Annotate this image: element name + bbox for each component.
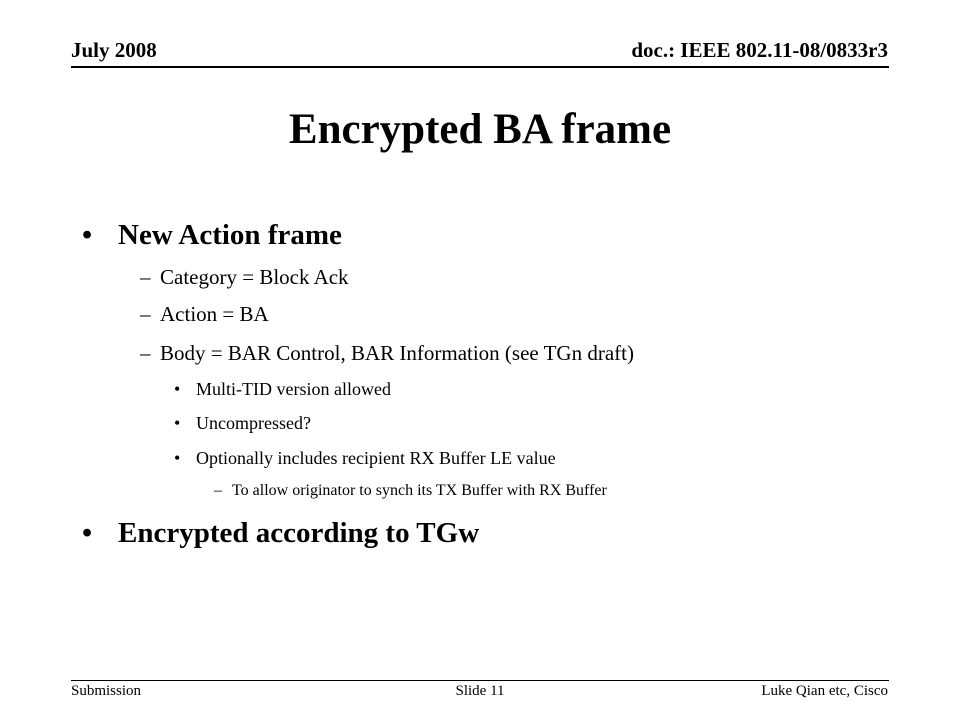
sub-sub-bullet-marker: • (174, 379, 181, 399)
footer-slide-number: Slide 11 (455, 683, 505, 699)
bullet-item-new-action-frame (82, 218, 92, 252)
level4-bullet-synch: To allow originator to synch its TX Buffer with RX Buffer (232, 482, 607, 499)
sub-bullet-category: Category = Block Ack (160, 265, 349, 289)
sub-sub-bullet-multi-tid: Multi-TID version allowed (196, 379, 391, 399)
slide-title: Encrypted BA frame (288, 106, 672, 153)
footer-author: Luke Qian etc, Cisco (761, 683, 888, 699)
sub-bullet-marker: – (140, 341, 151, 365)
bullet-marker: • (82, 517, 93, 549)
level4-bullet-marker: – (214, 482, 222, 499)
sub-sub-bullet-marker: • (174, 448, 181, 468)
header-doc-id: doc.: IEEE 802.11-08/0833r3 (631, 38, 888, 62)
footer-submission: Submission (71, 683, 142, 699)
bullet-text-new-action-frame: New Action frame (118, 219, 342, 251)
sub-sub-bullet-marker: • (174, 413, 181, 433)
sub-bullet-marker: – (140, 302, 151, 326)
sub-bullet-body: Body = BAR Control, BAR Information (see TGn draft) (160, 341, 634, 365)
sub-bullet-marker: – (140, 265, 151, 289)
bullet-text-encrypted-tgw: Encrypted according to TGw (118, 517, 480, 549)
bullet-marker: • (82, 219, 93, 251)
sub-sub-bullet-uncompressed: Uncompressed? (196, 413, 311, 433)
footer-divider (71, 680, 889, 681)
header-date: July 2008 (71, 38, 157, 62)
sub-sub-bullet-rx-buffer: Optionally includes recipient RX Buffer LE value (196, 448, 556, 468)
sub-bullet-action: Action = BA (160, 302, 269, 326)
